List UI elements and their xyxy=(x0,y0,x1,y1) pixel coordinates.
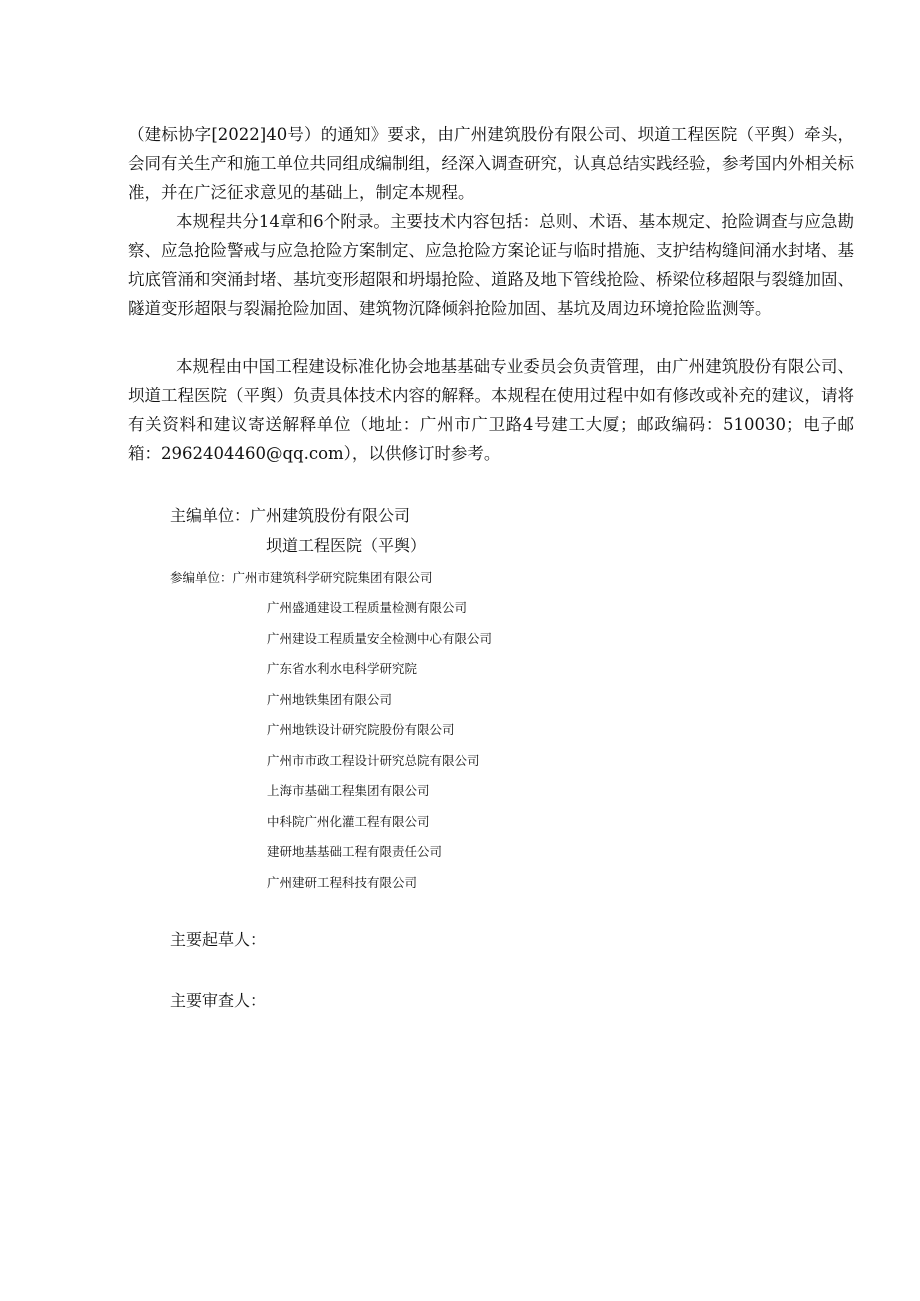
paragraph-management-contact: 本规程由中国工程建设标准化协会地基基础专业委员会负责管理，由广州建筑股份有限公司、坝道工程医院（平舆）负责具体技术内容的解释。本规程在使用过程中如有修改或补充的建议，请将有关资料和建议寄送解释单位（地址：广州市广卫路4号建工大厦；邮政编码：510030；电子邮箱：2962404460@qq.com），以供修订时参考。 xyxy=(128,357,854,463)
participant-list xyxy=(267,598,492,903)
participant-unit: 广州建研工程科技有限公司 xyxy=(267,874,418,890)
participant-unit: 广州建设工程质量安全检测中心有限公司 xyxy=(267,630,493,646)
chief-editor-label: 主编单位： xyxy=(170,506,251,525)
participant-unit: 广州地铁集团有限公司 xyxy=(267,691,393,707)
participant-unit: 广州盛通建设工程质量检测有限公司 xyxy=(267,600,468,615)
chief-editor-line xyxy=(170,502,410,530)
main-reviewers-label: 主要审查人： xyxy=(170,991,267,1010)
chief-editor-unit: 坝道工程医院（平舆） xyxy=(266,536,427,555)
participant-label: 参编单位： xyxy=(170,570,233,585)
participant-unit: 广州地铁设计研究院股份有限公司 xyxy=(267,722,455,737)
participant-line xyxy=(170,568,433,588)
participant-unit: 上海市基础工程集团有限公司 xyxy=(267,783,430,798)
paragraph-technical-content: 本规程共分14章和6个附录。主要技术内容包括：总则、术语、基本规定、抢险调查与应急勘察、应急抢险警戒与应急抢险方案制定、应急抢险方案论证与临时措施、支护结构缝间涌水封堵、基坑底管涌和突涌封堵、基坑变形超限和坍塌抢险、道路及地下管线抢险、桥梁位移超限与裂缝加固、隧道变形超限与裂漏抢险加固、建筑物沉降倾斜抢险加固、基坑及周边环境抢险监测等。 xyxy=(128,212,854,318)
participant-unit: 广州市市政工程设计研究总院有限公司 xyxy=(267,752,480,768)
participant-unit: 广东省水利水电科学研究院 xyxy=(267,661,418,676)
participant-unit: 中科院广州化灌工程有限公司 xyxy=(267,813,430,829)
paragraph-compilation-basis: （建标协字[2022]40号）的通知》要求，由广州建筑股份有限公司、坝道工程医院（平舆）牵头，会同有关生产和施工单位共同组成编制组，经深入调查研究，认真总结实践经验，参考国内外相关标准，并在广泛征求意见的基础上，制定本规程。 xyxy=(128,125,854,202)
participant-unit: 建研地基基础工程有限责任公司 xyxy=(267,844,443,859)
chief-editor-unit: 广州建筑股份有限公司 xyxy=(250,506,411,525)
main-drafters-label: 主要起草人： xyxy=(170,930,267,949)
participant-unit: 广州市建筑科学研究院集团有限公司 xyxy=(232,570,433,585)
